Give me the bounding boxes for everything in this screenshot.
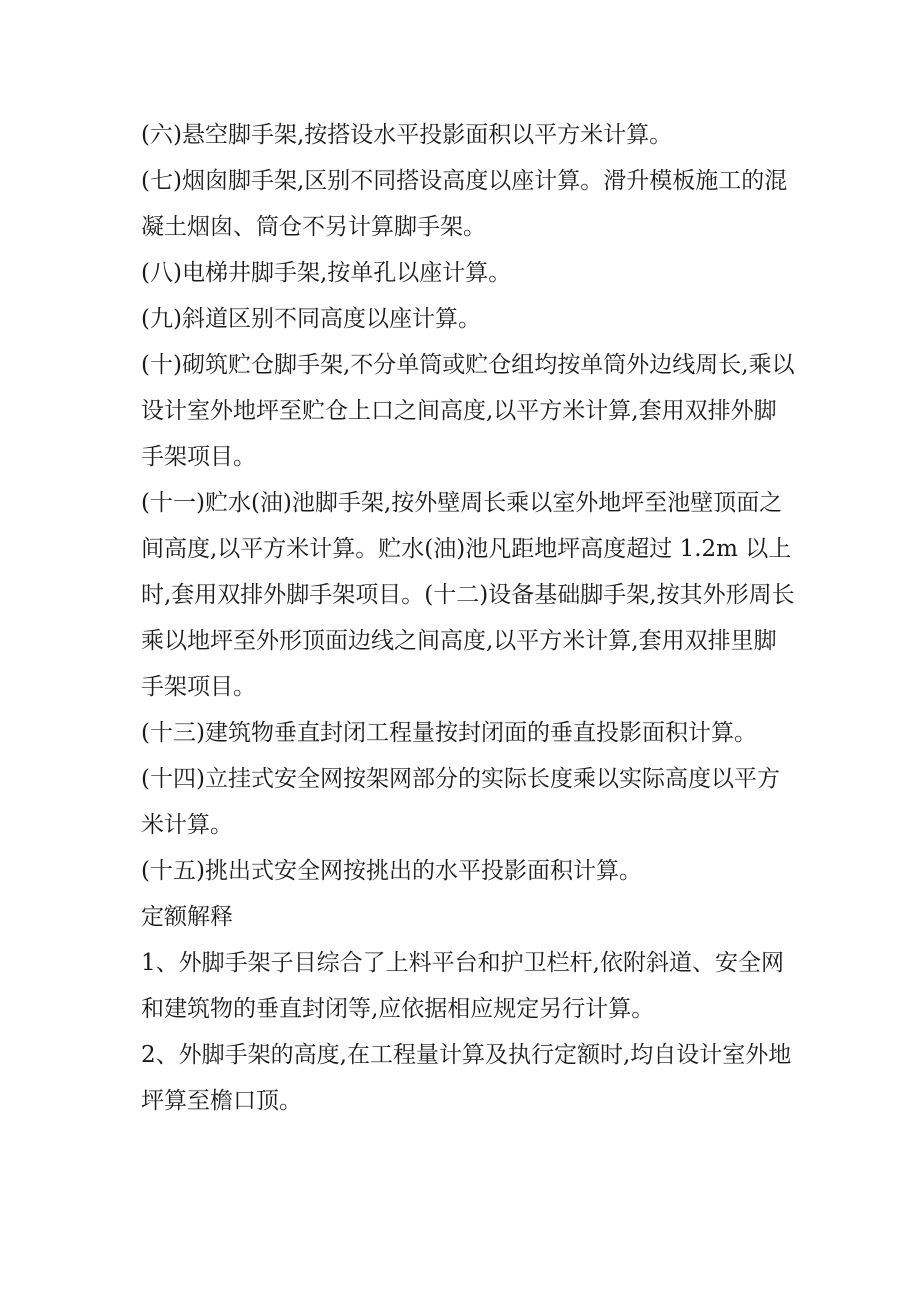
paragraph-chimney-scaffold: (七)烟囱脚手架,区别不同搭设高度以座计算。滑升模板施工的混凝土烟囱、筒仓不另计算脚手架。 [141, 168, 788, 240]
section-heading-quota-explanation: 定额解释 [141, 904, 233, 930]
paragraph-explanation-1: 1、外脚手架子目综合了上料平台和护卫栏杆,依附斜道、安全网和建筑物的垂直封闭等,应依据相应规定另行计算。 [141, 950, 784, 1022]
paragraph-explanation-2: 2、外脚手架的高度,在工程量计算及执行定额时,均自设计室外地坪算至檐口顶。 [141, 1042, 792, 1114]
paragraph-ramp: (九)斜道区别不同高度以座计算。 [141, 306, 481, 332]
paragraph-elevator-shaft-scaffold: (八)电梯井脚手架,按单孔以座计算。 [141, 260, 512, 286]
paragraph-suspended-scaffold: (六)悬空脚手架,按搭设水平投影面积以平方米计算。 [141, 122, 673, 148]
paragraph-vertical-safety-net: (十四)立挂式安全网按架网部分的实际长度乘以实际高度以平方米计算。 [141, 766, 780, 838]
paragraph-cantilever-safety-net: (十五)挑出式安全网按挑出的水平投影面积计算。 [141, 858, 642, 884]
paragraph-vertical-enclosure: (十三)建筑物垂直封闭工程量按封闭面的垂直投影面积计算。 [141, 720, 757, 746]
document-body [141, 112, 796, 1124]
paragraph-silo-scaffold: (十)砌筑贮仓脚手架,不分单筒或贮仓组均按单筒外边线周长,乘以设计室外地坪至贮仓上口之间高度,以平方米计算,套用双排外脚手架项目。 [141, 352, 795, 470]
paragraph-tank-and-foundation-scaffold: (十一)贮水(油)池脚手架,按外壁周长乘以室外地坪至池壁顶面之间高度,以平方米计算。贮水(油)池凡距地坪高度超过 1.2m 以上时,套用双排外脚手架项目。(十二)设备基础脚手架,按其外形周长乘以地坪至外形顶面边线之间高度,以平方米计算,套用双排里脚手架项目。 [141, 490, 795, 700]
